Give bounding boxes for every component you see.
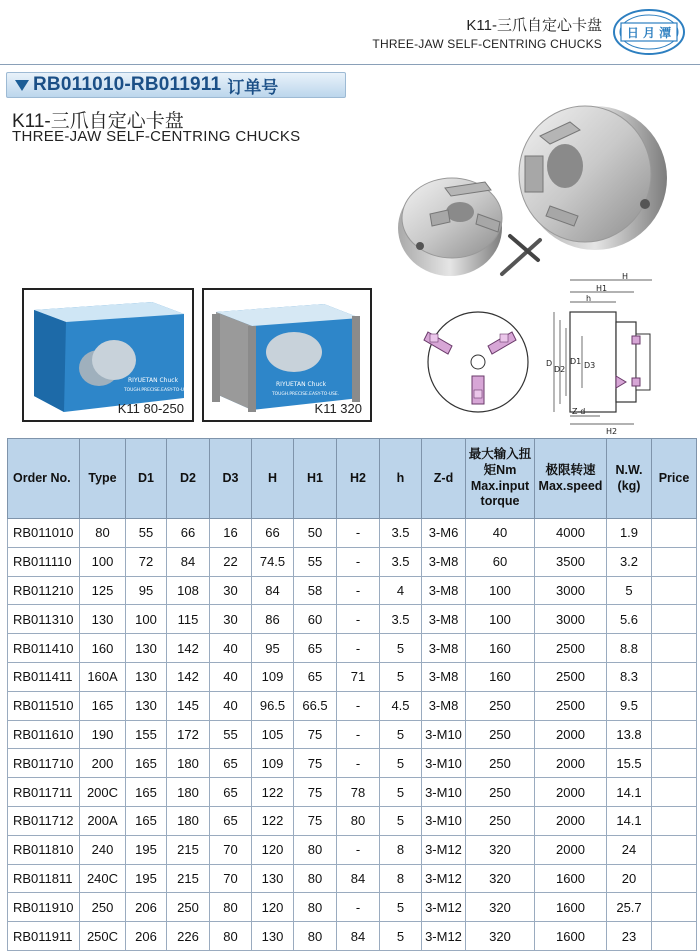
- cell-d3: 40: [210, 691, 252, 720]
- cell-net-weight: 23: [607, 922, 652, 951]
- dim-label-h2: H2: [606, 427, 618, 436]
- cell-h: 105: [252, 720, 294, 749]
- cell-d2: 250: [167, 893, 210, 922]
- cell-d2: 180: [167, 806, 210, 835]
- table-row: [8, 864, 697, 893]
- cell-max-speed: 4000: [535, 519, 607, 548]
- packaging-photo-large: [202, 288, 372, 422]
- cell-type: 80: [80, 519, 126, 548]
- cell-net-weight: 5.6: [607, 605, 652, 634]
- cell-zd: 3-M8: [422, 547, 466, 576]
- cell-torque: 60: [466, 547, 535, 576]
- subtitle-en: THREE-JAW SELF-CENTRING CHUCKS: [12, 128, 301, 145]
- cell-price: [652, 835, 697, 864]
- table-row: [8, 835, 697, 864]
- cell-net-weight: 24: [607, 835, 652, 864]
- dim-label-h1: H1: [596, 284, 608, 293]
- cell-h: 86: [252, 605, 294, 634]
- col-header-d3: D3: [210, 439, 252, 519]
- cell-small-h: 4.5: [380, 691, 422, 720]
- cell-d1: 155: [126, 720, 167, 749]
- col-header-h: H: [252, 439, 294, 519]
- cell-h: 122: [252, 806, 294, 835]
- cell-h: 109: [252, 749, 294, 778]
- cell-h: 120: [252, 893, 294, 922]
- cell-d1: 130: [126, 662, 167, 691]
- cell-zd: 3-M10: [422, 778, 466, 807]
- chuck-product-image: [390, 96, 690, 292]
- cell-order-no: RB011712: [8, 806, 80, 835]
- cell-net-weight: 8.8: [607, 634, 652, 663]
- cell-net-weight: 25.7: [607, 893, 652, 922]
- cell-h1: 65: [294, 662, 337, 691]
- box2-brand: RIYUETAN Chuck: [276, 381, 327, 388]
- cell-net-weight: 15.5: [607, 749, 652, 778]
- cell-order-no: RB011910: [8, 893, 80, 922]
- dim-label-d3: D3: [584, 361, 596, 370]
- cell-d1: 165: [126, 778, 167, 807]
- cell-h1: 65: [294, 634, 337, 663]
- cell-torque: 320: [466, 864, 535, 893]
- cell-order-no: RB011110: [8, 547, 80, 576]
- cell-zd: 3-M12: [422, 893, 466, 922]
- cell-h1: 75: [294, 720, 337, 749]
- spec-table-body: [8, 519, 697, 951]
- cell-net-weight: 20: [607, 864, 652, 893]
- cell-net-weight: 9.5: [607, 691, 652, 720]
- cell-small-h: 8: [380, 864, 422, 893]
- table-row: [8, 893, 697, 922]
- dim-label-d2: D2: [554, 365, 566, 374]
- table-row: [8, 576, 697, 605]
- cell-order-no: RB011710: [8, 749, 80, 778]
- cell-d2: 172: [167, 720, 210, 749]
- cell-h2: -: [337, 605, 380, 634]
- cell-d2: 226: [167, 922, 210, 951]
- cell-small-h: 8: [380, 835, 422, 864]
- cell-zd: 3-M6: [422, 519, 466, 548]
- cell-small-h: 3.5: [380, 519, 422, 548]
- cell-torque: 250: [466, 720, 535, 749]
- cell-max-speed: 2500: [535, 691, 607, 720]
- col-header-zd: Z-d: [422, 439, 466, 519]
- cell-d3: 65: [210, 806, 252, 835]
- cell-h: 120: [252, 835, 294, 864]
- cell-order-no: RB011510: [8, 691, 80, 720]
- table-row: [8, 519, 697, 548]
- cell-h1: 75: [294, 778, 337, 807]
- cell-h: 74.5: [252, 547, 294, 576]
- cell-h2: 80: [337, 806, 380, 835]
- dim-label-h: H: [622, 272, 629, 281]
- cell-order-no: RB011310: [8, 605, 80, 634]
- table-row: [8, 749, 697, 778]
- dim-label-d: D: [546, 359, 553, 368]
- cell-torque: 40: [466, 519, 535, 548]
- cell-h1: 75: [294, 806, 337, 835]
- cell-h1: 58: [294, 576, 337, 605]
- cell-price: [652, 662, 697, 691]
- col-header-d1: D1: [126, 439, 167, 519]
- cell-d3: 16: [210, 519, 252, 548]
- cell-h2: -: [337, 576, 380, 605]
- cell-d3: 65: [210, 778, 252, 807]
- cell-h1: 50: [294, 519, 337, 548]
- col-header-order-no: Order No.: [8, 439, 80, 519]
- cell-h: 84: [252, 576, 294, 605]
- cell-max-speed: 1600: [535, 922, 607, 951]
- cell-d1: 206: [126, 893, 167, 922]
- cell-d1: 165: [126, 806, 167, 835]
- cell-type: 130: [80, 605, 126, 634]
- cell-zd: 3-M10: [422, 749, 466, 778]
- cell-zd: 3-M8: [422, 576, 466, 605]
- cell-h1: 80: [294, 835, 337, 864]
- cell-price: [652, 749, 697, 778]
- table-row: [8, 662, 697, 691]
- cell-torque: 250: [466, 749, 535, 778]
- cell-type: 240C: [80, 864, 126, 893]
- cell-h1: 75: [294, 749, 337, 778]
- cell-type: 125: [80, 576, 126, 605]
- cell-max-speed: 3000: [535, 605, 607, 634]
- cell-price: [652, 519, 697, 548]
- cell-order-no: RB011711: [8, 778, 80, 807]
- cell-type: 250: [80, 893, 126, 922]
- cell-type: 160A: [80, 662, 126, 691]
- cell-d1: 100: [126, 605, 167, 634]
- cell-d2: 215: [167, 835, 210, 864]
- cell-max-speed: 2000: [535, 720, 607, 749]
- header-divider: [0, 64, 700, 65]
- header-title-en: THREE-JAW SELF-CENTRING CHUCKS: [372, 37, 602, 51]
- packaging-caption-large: K11 320: [314, 401, 362, 416]
- cell-type: 200: [80, 749, 126, 778]
- packaging-caption-small: K11 80-250: [117, 401, 184, 416]
- cell-type: 165: [80, 691, 126, 720]
- cell-h: 109: [252, 662, 294, 691]
- cell-h2: 71: [337, 662, 380, 691]
- cell-price: [652, 922, 697, 951]
- cell-order-no: RB011410: [8, 634, 80, 663]
- cell-torque: 100: [466, 576, 535, 605]
- cell-small-h: 4: [380, 576, 422, 605]
- col-header-small-h: h: [380, 439, 422, 519]
- cell-max-speed: 3000: [535, 576, 607, 605]
- table-row: [8, 806, 697, 835]
- cell-d2: 145: [167, 691, 210, 720]
- cell-h1: 60: [294, 605, 337, 634]
- cell-price: [652, 605, 697, 634]
- order-code-range: RB011010-RB011911: [33, 74, 222, 95]
- box2-slogan: TOUGH.PRECISE.EASY-TO-USE.: [272, 392, 340, 397]
- cell-d1: 165: [126, 749, 167, 778]
- cell-type: 250C: [80, 922, 126, 951]
- col-header-h2: H2: [337, 439, 380, 519]
- cell-max-speed: 2000: [535, 835, 607, 864]
- cell-d3: 40: [210, 634, 252, 663]
- cell-zd: 3-M10: [422, 720, 466, 749]
- col-header-net-weight: N.W. (kg): [607, 439, 652, 519]
- cell-type: 200A: [80, 806, 126, 835]
- cell-h1: 80: [294, 893, 337, 922]
- cell-h1: 80: [294, 864, 337, 893]
- cell-order-no: RB011810: [8, 835, 80, 864]
- cell-d1: 130: [126, 634, 167, 663]
- table-row: [8, 691, 697, 720]
- table-row: [8, 634, 697, 663]
- cell-type: 240: [80, 835, 126, 864]
- cell-d1: 130: [126, 691, 167, 720]
- cell-net-weight: 1.9: [607, 519, 652, 548]
- cell-net-weight: 14.1: [607, 806, 652, 835]
- cell-max-speed: 2000: [535, 749, 607, 778]
- col-header-type: Type: [80, 439, 126, 519]
- dim-label-small-h: h: [586, 294, 592, 303]
- cell-max-speed: 2500: [535, 662, 607, 691]
- cell-price: [652, 691, 697, 720]
- cell-order-no: RB011210: [8, 576, 80, 605]
- cell-zd: 3-M8: [422, 662, 466, 691]
- cell-net-weight: 8.3: [607, 662, 652, 691]
- cell-h2: -: [337, 691, 380, 720]
- dim-label-d1: D1: [570, 357, 582, 366]
- cell-small-h: 5: [380, 922, 422, 951]
- col-header-d2: D2: [167, 439, 210, 519]
- triangle-icon: [15, 80, 29, 91]
- cell-d3: 22: [210, 547, 252, 576]
- brand-logo: [612, 8, 686, 56]
- cell-torque: 320: [466, 922, 535, 951]
- cell-price: [652, 576, 697, 605]
- cell-max-speed: 2500: [535, 634, 607, 663]
- cell-h2: 84: [337, 864, 380, 893]
- cell-h: 96.5: [252, 691, 294, 720]
- title-banner: [6, 72, 346, 98]
- col-header-h1: H1: [294, 439, 337, 519]
- table-row: [8, 720, 697, 749]
- cell-d1: 206: [126, 922, 167, 951]
- spec-table: [7, 438, 697, 951]
- cell-order-no: RB011610: [8, 720, 80, 749]
- cell-d3: 40: [210, 662, 252, 691]
- header-title: [372, 14, 602, 51]
- cell-zd: 3-M12: [422, 835, 466, 864]
- cell-order-no: RB011411: [8, 662, 80, 691]
- cell-small-h: 3.5: [380, 547, 422, 576]
- cell-h2: -: [337, 547, 380, 576]
- cell-d2: 180: [167, 778, 210, 807]
- cell-d2: 108: [167, 576, 210, 605]
- cell-d3: 80: [210, 893, 252, 922]
- cell-d2: 142: [167, 634, 210, 663]
- cell-d1: 195: [126, 835, 167, 864]
- cell-h: 130: [252, 922, 294, 951]
- cell-torque: 320: [466, 893, 535, 922]
- cell-price: [652, 634, 697, 663]
- cell-max-speed: 1600: [535, 893, 607, 922]
- cell-small-h: 5: [380, 778, 422, 807]
- table-row: [8, 778, 697, 807]
- cell-d3: 70: [210, 835, 252, 864]
- cell-type: 160: [80, 634, 126, 663]
- cell-torque: 160: [466, 634, 535, 663]
- cell-d2: 66: [167, 519, 210, 548]
- cell-h: 130: [252, 864, 294, 893]
- cell-h2: -: [337, 749, 380, 778]
- cell-type: 100: [80, 547, 126, 576]
- cell-zd: 3-M12: [422, 864, 466, 893]
- cell-d1: 95: [126, 576, 167, 605]
- cell-h2: -: [337, 893, 380, 922]
- cell-net-weight: 13.8: [607, 720, 652, 749]
- cell-price: [652, 778, 697, 807]
- cell-price: [652, 893, 697, 922]
- cell-small-h: 5: [380, 634, 422, 663]
- cell-d2: 180: [167, 749, 210, 778]
- cell-small-h: 5: [380, 749, 422, 778]
- col-header-max-speed: 极限转速 Max.speed: [535, 439, 607, 519]
- cell-d1: 195: [126, 864, 167, 893]
- table-header-row: [8, 439, 697, 519]
- cell-h2: -: [337, 835, 380, 864]
- cell-h: 66: [252, 519, 294, 548]
- box1-brand: RIYUETAN Chuck: [128, 377, 179, 384]
- cell-type: 200C: [80, 778, 126, 807]
- cell-small-h: 5: [380, 806, 422, 835]
- cell-torque: 320: [466, 835, 535, 864]
- cell-net-weight: 3.2: [607, 547, 652, 576]
- cell-small-h: 3.5: [380, 605, 422, 634]
- cell-max-speed: 2000: [535, 806, 607, 835]
- cell-price: [652, 806, 697, 835]
- subtitle-cn: K11-三爪自定心卡盘: [12, 111, 184, 132]
- cell-d3: 70: [210, 864, 252, 893]
- cell-h2: -: [337, 634, 380, 663]
- packaging-photo-small: [22, 288, 194, 422]
- cell-max-speed: 1600: [535, 864, 607, 893]
- cell-h2: -: [337, 720, 380, 749]
- cell-h1: 66.5: [294, 691, 337, 720]
- cell-d3: 65: [210, 749, 252, 778]
- cell-torque: 100: [466, 605, 535, 634]
- order-label: 订单号: [227, 77, 279, 97]
- cell-order-no: RB011811: [8, 864, 80, 893]
- cell-h: 122: [252, 778, 294, 807]
- cell-torque: 250: [466, 778, 535, 807]
- cell-d3: 80: [210, 922, 252, 951]
- cell-zd: 3-M10: [422, 806, 466, 835]
- cell-h1: 55: [294, 547, 337, 576]
- table-row: [8, 922, 697, 951]
- box1-slogan: TOUGH.PRECISE.EASY-TO-USE.: [124, 388, 192, 393]
- logo-text: 日 月 潭: [626, 26, 672, 40]
- cell-h2: -: [337, 519, 380, 548]
- cell-zd: 3-M8: [422, 691, 466, 720]
- cell-torque: 250: [466, 806, 535, 835]
- cell-d2: 215: [167, 864, 210, 893]
- cell-price: [652, 720, 697, 749]
- cell-torque: 160: [466, 662, 535, 691]
- cell-d2: 115: [167, 605, 210, 634]
- cell-d3: 30: [210, 605, 252, 634]
- cell-zd: 3-M8: [422, 634, 466, 663]
- table-row: [8, 547, 697, 576]
- cell-small-h: 5: [380, 720, 422, 749]
- table-row: [8, 605, 697, 634]
- cell-d1: 72: [126, 547, 167, 576]
- cell-small-h: 5: [380, 662, 422, 691]
- cell-price: [652, 547, 697, 576]
- cell-h1: 80: [294, 922, 337, 951]
- col-header-torque: 最大输入扭矩Nm Max.input torque: [466, 439, 535, 519]
- cell-d2: 142: [167, 662, 210, 691]
- cell-type: 190: [80, 720, 126, 749]
- cell-zd: 3-M8: [422, 605, 466, 634]
- cell-d3: 55: [210, 720, 252, 749]
- cell-zd: 3-M12: [422, 922, 466, 951]
- cell-d3: 30: [210, 576, 252, 605]
- technical-drawing: [420, 272, 692, 436]
- cell-order-no: RB011010: [8, 519, 80, 548]
- cell-h2: 78: [337, 778, 380, 807]
- cell-order-no: RB011911: [8, 922, 80, 951]
- cell-net-weight: 5: [607, 576, 652, 605]
- header-title-cn: K11-三爪自定心卡盘: [466, 17, 602, 34]
- cell-h: 95: [252, 634, 294, 663]
- col-header-price: Price: [652, 439, 697, 519]
- cell-small-h: 5: [380, 893, 422, 922]
- cell-max-speed: 2000: [535, 778, 607, 807]
- cell-torque: 250: [466, 691, 535, 720]
- cell-d2: 84: [167, 547, 210, 576]
- dim-label-zd: Z-d: [572, 407, 586, 416]
- cell-price: [652, 864, 697, 893]
- cell-d1: 55: [126, 519, 167, 548]
- cell-max-speed: 3500: [535, 547, 607, 576]
- cell-h2: 84: [337, 922, 380, 951]
- cell-net-weight: 14.1: [607, 778, 652, 807]
